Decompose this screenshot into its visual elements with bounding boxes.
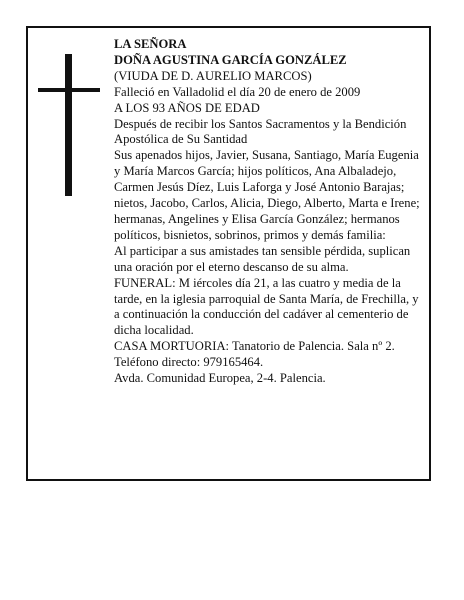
obituary-text — [114, 37, 424, 387]
widow-of-line: (VIUDA DE D. AURELIO MARCOS) — [114, 68, 312, 83]
cross-vertical-bar — [65, 54, 72, 196]
age-line: A LOS 93 AÑOS DE EDAD — [114, 100, 260, 115]
cross-horizontal-bar — [38, 88, 100, 92]
notice-title: LA SEÑORA — [114, 37, 187, 51]
sacraments-paragraph: Después de recibir los Santos Sacramentos y la Bendición Apostólica de Su Santidad — [114, 116, 407, 147]
request-paragraph: Al participar a sus amistades tan sensible pérdida, suplican una oración por el eterno descanso de su alma. — [114, 243, 411, 274]
cross-icon — [38, 54, 100, 196]
mortuary-paragraph: CASA MORTUORIA: Tanatorio de Palencia. Sala nº 2. Teléfono directo: 979165464. — [114, 339, 395, 370]
address-line: Avda. Comunidad Europea, 2-4. Palencia. — [114, 371, 326, 386]
deceased-name: DOÑA AGUSTINA GARCÍA GONZÁLEZ — [114, 52, 347, 67]
funeral-paragraph: FUNERAL: M iércoles día 21, a las cuatro y media de la tarde, en la iglesia parroquial de Santa María, de Frechilla, y a continuación la conducción del cadáver al cementerio de dicha localidad. — [114, 275, 419, 338]
death-line: Falleció en Valladolid el día 20 de enero de 2009 — [114, 84, 361, 99]
family-paragraph: Sus apenados hijos, Javier, Susana, Santiago, María Eugenia y María Marcos García; hijos políticos, Ana Albaladejo, Carmen Jesús Díez, Luis Laforga y José Antonio Barajas; nietos, Jacobo, Carlos, Alicia, Diego, Alberto, Marta e Irene; hermanas, Angelines y Elisa García González; hermanos políticos, bisnietos, sobrinos, primos y demás familia: — [114, 148, 420, 242]
